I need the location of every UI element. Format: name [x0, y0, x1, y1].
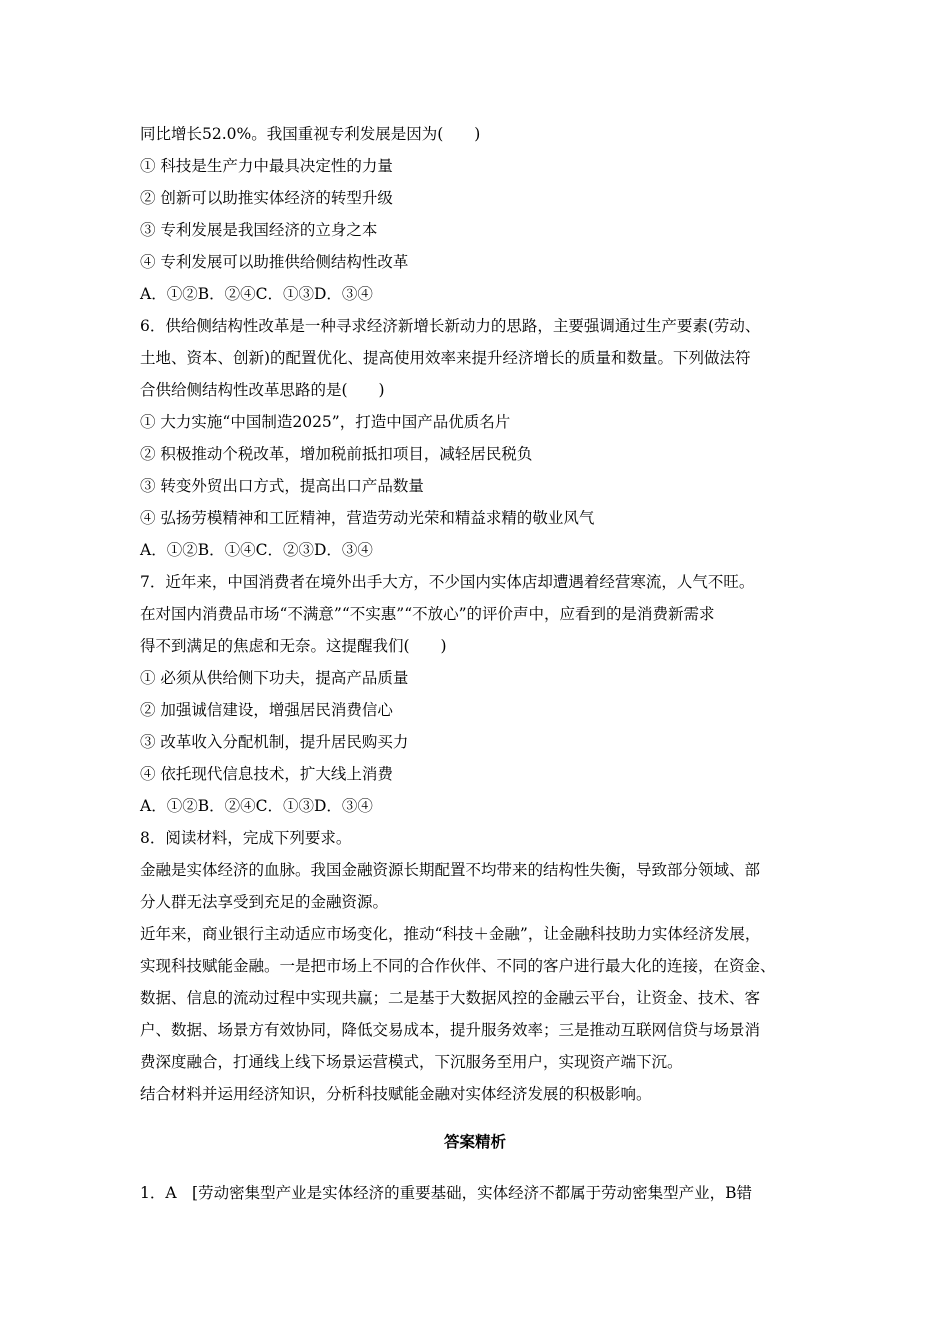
- q5-answer-choices: A．①②B．②④C．①③D．③④: [140, 285, 373, 303]
- q7-option-4: ④ 依托现代信息技术，扩大线上消费: [140, 765, 393, 783]
- q7-stem-line-2: 在对国内消费品市场“不满意”“不实惠”“不放心”的评价声中，应看到的是消费新需求: [140, 605, 715, 623]
- q8-stem: 8．阅读材料，完成下列要求。: [140, 829, 352, 847]
- q7-answer-choices: A．①②B．②④C．①③D．③④: [140, 797, 373, 815]
- q8-material-line-3: 近年来，商业银行主动适应市场变化，推动“科技＋金融”，让金融科技助力实体经济发展，: [140, 925, 761, 943]
- q6-option-4: ④ 弘扬劳模精神和工匠精神，营造劳动光荣和精益求精的敬业风气: [140, 509, 595, 527]
- q7-option-2: ② 加强诚信建设，增强居民消费信心: [140, 701, 393, 719]
- q6-stem-line-3: 合供给侧结构性改革思路的是( ): [140, 381, 385, 399]
- q8-task: 结合材料并运用经济知识，分析科技赋能金融对实体经济发展的积极影响。: [140, 1085, 652, 1103]
- answer-section-title: 答案精析: [443, 1133, 506, 1151]
- q5-stem-tail: 同比增长52.0%。我国重视专利发展是因为( ): [140, 125, 481, 143]
- q7-option-1: ① 必须从供给侧下功夫，提高产品质量: [140, 669, 409, 687]
- q6-option-1: ① 大力实施“中国制造2025”，打造中国产品优质名片: [140, 413, 511, 431]
- q8-material-line-2: 分人群无法享受到充足的金融资源。: [140, 893, 389, 911]
- q5-option-3: ③ 专利发展是我国经济的立身之本: [140, 221, 378, 239]
- q6-answer-choices: A．①②B．①④C．②③D．③④: [140, 541, 373, 559]
- q6-option-3: ③ 转变外贸出口方式，提高出口产品数量: [140, 477, 424, 495]
- q5-option-2: ② 创新可以助推实体经济的转型升级: [140, 189, 393, 207]
- q8-material-line-7: 费深度融合，打通线上线下场景运营模式，下沉服务至用户，实现资产端下沉。: [140, 1053, 683, 1071]
- q6-stem-line-1: 6．供给侧结构性改革是一种寻求经济新增长新动力的思路，主要强调通过生产要素(劳动、: [140, 317, 761, 335]
- q6-option-2: ② 积极推动个税改革，增加税前抵扣项目，减轻居民税负: [140, 445, 533, 463]
- q5-option-4: ④ 专利发展可以助推供给侧结构性改革: [140, 253, 409, 271]
- q7-stem-line-3: 得不到满足的焦虑和无奈。这提醒我们( ): [140, 637, 447, 655]
- q8-material-line-1: 金融是实体经济的血脉。我国金融资源长期配置不均带来的结构性失衡，导致部分领域、部: [140, 861, 761, 879]
- q6-stem-line-2: 土地、资本、创新)的配置优化、提高使用效率来提升经济增长的质量和数量。下列做法符: [140, 349, 751, 367]
- q7-stem-line-1: 7．近年来，中国消费者在境外出手大方，不少国内实体店却遭遇着经营寒流，人气不旺。: [140, 573, 755, 591]
- answer-line-1: 1．A [劳动密集型产业是实体经济的重要基础，实体经济不都属于劳动密集型产业，B错: [140, 1184, 752, 1202]
- q7-option-3: ③ 改革收入分配机制，提升居民购买力: [140, 733, 409, 751]
- q8-material-line-4: 实现科技赋能金融。一是把市场上不同的合作伙伴、不同的客户进行最大化的连接，在资金、: [140, 957, 776, 975]
- q5-option-1: ① 科技是生产力中最具决定性的力量: [140, 157, 393, 175]
- q8-material-line-6: 户、数据、场景方有效协同，降低交易成本，提升服务效率；三是推动互联网信贷与场景消: [140, 1021, 761, 1039]
- q8-material-line-5: 数据、信息的流动过程中实现共赢；二是基于大数据风控的金融云平台，让资金、技术、客: [140, 989, 761, 1007]
